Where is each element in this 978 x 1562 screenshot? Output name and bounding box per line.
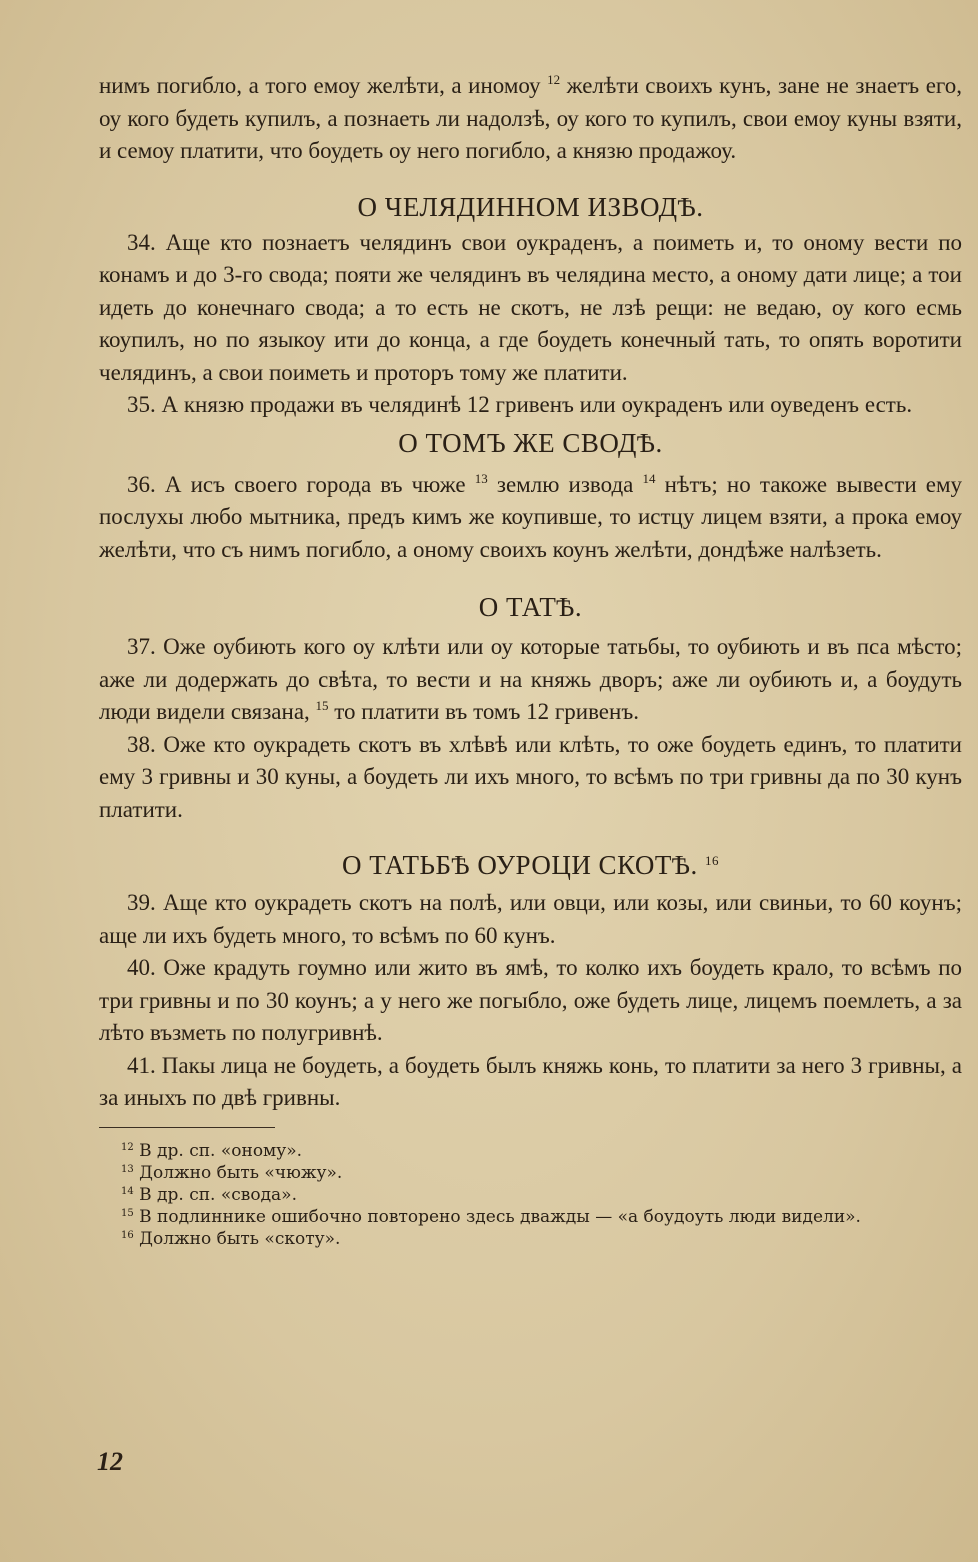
footnote-divider: [99, 1127, 275, 1128]
section-heading-cheladin: О ЧЕЛЯДИННОМ ИЗВОДѢ.: [357, 191, 704, 222]
footnote-number: 14: [121, 1185, 134, 1197]
article-34: 34. Аще кто познаетъ челядинъ свои оукраденъ, а поиметь и, то оному вести по конамъ и до 3-го свода; пояти же челядинъ въ челядина место, а оному дати лице; а тои идеть до конечнаго свода; а то есть не скотъ, не лзѣ рещи: не ведаю, оу кого есмь коупилъ, но по языкоу ити до конца, а где боудеть конечный тать, то опять воротити челядинъ, а свои поиметь и проторъ тому же платити.: [99, 229, 962, 385]
footnote-text: Должно быть «чюжу».: [139, 1162, 343, 1183]
footnote-number: 13: [121, 1163, 134, 1175]
footnote-ref-13: 13: [474, 470, 488, 486]
section-heading-tat: О ТАТѢ.: [478, 592, 583, 622]
footnote-ref-15: 15: [315, 698, 329, 713]
article-37-text-1: 37. Оже оубиють кого оу клѣти или оу которые татьбы, то оубиють и въ пса мѣсто; аже ли додержать до свѣта, то вести и на княжь дворъ; аже ли оубиють и, а боудуть люди видели связана,: [99, 634, 962, 724]
article-37-text-2: то платити въ томъ 12 гривенъ.: [334, 699, 639, 724]
heading-tatba-text: О ТАТЬБѢ ОУРОЦИ СКОТѢ.: [341, 850, 698, 880]
section-heading-tatba-skot: [99, 850, 962, 881]
intro-text-2: желѣти своихъ кунъ, зане не знаетъ его, оу кого будеть купилъ, а познаеть ли надолзѣ, оу кого то купилъ, свои емоу куны взяти, и семоу платити, что боудеть оу него погибло, а князю продажоу.: [99, 73, 963, 163]
footnote-13: [99, 1162, 962, 1184]
footnote-ref-14: 14: [642, 470, 656, 486]
page-number: 12: [97, 1447, 123, 1476]
footnote-number: 15: [121, 1207, 134, 1219]
footnote-14: [99, 1184, 962, 1206]
footnote-ref-12: 12: [547, 72, 561, 87]
article-36: [99, 469, 962, 567]
footnote-12: [99, 1140, 962, 1162]
footnote-text: В подлиннике ошибочно повторено здесь дважды — «а боудоуть люди видели».: [139, 1206, 861, 1227]
intro-paragraph: [99, 70, 962, 168]
article-37: [99, 631, 962, 729]
article-41: 41. Пакы лица не боудеть, а боудеть былъ княжь конь, то платити за него 3 гривны, а за иныхъ по двѣ гривны.: [99, 1052, 962, 1110]
footnote-16: [99, 1228, 962, 1250]
footnote-number: 12: [121, 1141, 134, 1153]
footnote-text: В др. сп. «свода».: [139, 1184, 297, 1205]
footnote-text: В др. сп. «оному».: [139, 1140, 303, 1161]
article-39: 39. Аще кто оукрадеть скотъ на полѣ, или овци, или козы, или свиньи, то 60 коунъ; аще ли ихъ будеть много, то всѣмъ по 60 кунъ.: [99, 890, 962, 948]
article-35: 35. А князю продажи въ челядинѣ 12 гривенъ или оукраденъ или оуведенъ есть.: [127, 392, 913, 417]
article-36-text-1: 36. А исъ своего города въ чюже: [127, 471, 466, 497]
main-text: [99, 70, 962, 1250]
article-36-text-2: землю извода: [496, 471, 634, 497]
footnote-ref-16: 16: [705, 853, 720, 868]
section-heading-svod: О ТОМЪ ЖЕ СВОДѢ.: [398, 427, 663, 458]
article-38: 38. Оже кто оукрадеть скотъ въ хлѣвѣ или клѣть, то оже боудеть единъ, то платити ему 3 гривны и 30 куны, а боудеть ли ихъ много, то всѣмъ по три гривны да по 30 кунъ платити.: [99, 731, 962, 822]
intro-text-1: нимъ погибло, а того емоу желѣти, а иномоу: [99, 73, 541, 98]
footnote-15: [99, 1206, 962, 1228]
footnote-number: 16: [121, 1229, 134, 1241]
article-36-text-3: нѣтъ; но такоже вывести ему послухы любо мытника, предъ кимъ же коупивше, то истцу лицем взяти, а прока емоу желѣти, что съ нимъ погибло, а оному своихъ коунъ желѣти, дондѣже налѣзеть.: [99, 471, 963, 562]
article-40: 40. Оже крадуть гоумно или жито въ ямѣ, то колко ихъ боудеть крало, то всѣмъ по три гривны и по 30 коунъ; а у него же погыбло, оже будеть лице, лицемъ поемлеть, а за лѣто възметь по полугривнѣ.: [99, 955, 962, 1045]
footnote-text: Должно быть «скоту».: [139, 1228, 341, 1249]
footnotes: [99, 1140, 962, 1250]
